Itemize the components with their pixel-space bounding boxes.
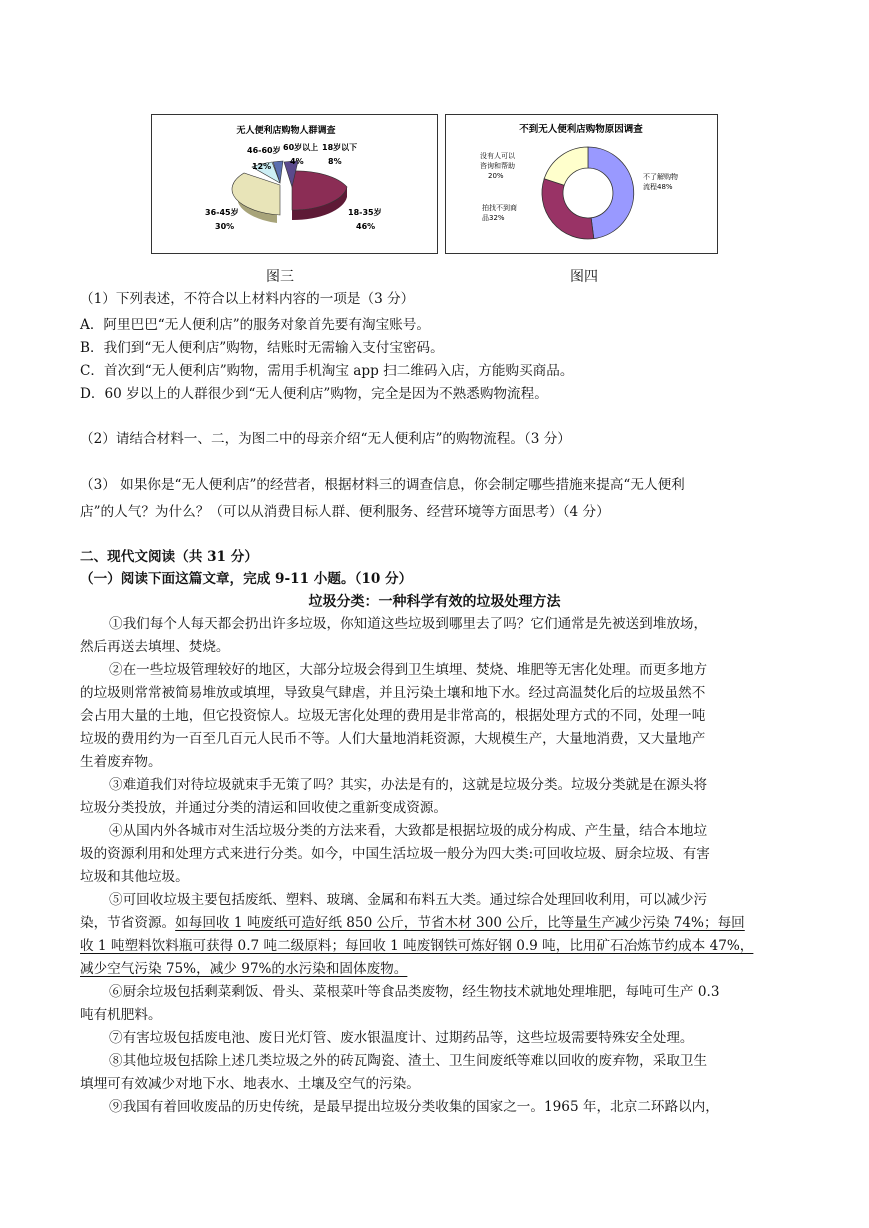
p9-line1: ⑨我国有着回收废品的历史传统，是最早提出垃圾分类收集的国家之一。1965 年，北京二环路以内， [109,1099,719,1115]
label-46-60: 46-60岁 [247,146,281,155]
figure3-chart [151,114,438,254]
donut-slice-no-help [544,147,588,185]
question-3-line2: 店”的人气？为什么？（可以从消费目标人群、便利服务、经营环境等方面思考）（4 分） [80,504,610,520]
figure4-chart [445,114,718,254]
p5-line2-underlined: 如每回收 1 吨废纸可造好纸 850 公斤，节省木材 300 公斤，比等量生产减少污染 74%；每回 [175,915,745,931]
p4-line1: ④从国内外各城市对生活垃圾分类的方法来看，大致都是根据垃圾的成分构成、产生量，结合本地垃 [109,823,708,839]
p1-line1: ①我们每个人每天都会扔出许多垃圾，你知道这些垃圾到哪里去了吗？它们通常是先被送到堆放场， [109,616,708,632]
p8-line2: 填埋可有效减少对地下水、地表水、土壤及空气的污染。 [80,1076,420,1092]
p5-line1: ⑤可回收垃圾主要包括废纸、塑料、玻璃、金属和布料五大类。通过综合处理回收利用，可以减少污 [109,892,708,908]
value-36-45: 30% [215,222,235,231]
value-60-plus: 4% [290,157,304,166]
figure3-title: 无人便利店购物人群调查 [236,126,336,136]
article-title: 垃圾分类：一种科学有效的垃圾处理方法 [308,594,561,610]
p6-line1: ⑥厨余垃圾包括剩菜剩饭、骨头、菜根菜叶等食品类废物，经生物技术就地处理堆肥，每吨可生产 0.3 [109,984,720,1000]
figure4-title: 不到无人便利店购物原因调查 [519,124,643,135]
label-18-under: 18岁以下 [322,143,358,152]
p4-line3: 垃圾和其他垃圾。 [80,869,189,885]
donut-slice-not-found [542,179,594,239]
p3-line2: 垃圾分类投放，并通过分类的清运和回收使之重新变成资源。 [80,800,448,816]
label-process-b: 流程48% [643,183,673,191]
label-not-found-b: 品32% [482,214,505,222]
p2-line1: ②在一些垃圾管理较好的地区，大部分垃圾会得到卫生填埋、焚烧、堆肥等无害化处理。而更多地方 [109,662,708,678]
value-no-help: 20% [488,172,504,180]
option-d: D．60 岁以上的人群很少到“无人便利店”购物，完全是因为不熟悉购物流程。 [80,386,548,402]
value-18-under: 8% [328,157,342,166]
p3-line1: ③难道我们对待垃圾就束手无策了吗？其实，办法是有的，这就是垃圾分类。垃圾分类就是在源头将 [109,777,708,793]
p5-line2-start: 染，节省资源。 [80,915,176,931]
figure4-caption: 图四 [570,269,598,285]
question-3-line1: （3） 如果你是“无人便利店”的经营者，根据材料三的调查信息，你会制定哪些措施来提高“无人便利 [80,477,685,493]
section-heading: 二、现代文阅读（共 31 分） [80,549,258,565]
value-18-35: 46% [356,222,376,231]
value-46-60: 12% [252,162,272,171]
option-c: C．首次到“无人便利店”购物，需用手机淘宝 app 扫二维码入店，方能购买商品。 [80,363,574,379]
pie-slice-36-45 [232,173,280,215]
figure3-svg [152,115,437,253]
option-a: A．阿里巴巴“无人便利店”的服务对象首先要有淘宝账号。 [80,317,430,333]
question-2: （2）请结合材料一、二，为图二中的母亲介绍“无人便利店”的购物流程。（3 分） [80,431,571,447]
p2-line4: 垃圾的费用约为一百至几百元人民币不等。人们大量地消耗资源，大规模生产，大量地消费，又大量地产 [80,731,706,747]
figure4-svg [446,115,717,253]
label-18-35: 18-35岁 [348,208,382,217]
p7-line1: ⑦有害垃圾包括废电池、废日光灯管、废水银温度计、过期药品等，这些垃圾需要特殊安全处理。 [109,1030,694,1046]
label-no-help-a: 没有人可以 [480,152,515,160]
p5-line2 [80,913,745,933]
label-process-a: 不了解购物 [643,173,678,181]
p1-line2: 然后再送去填埋、焚烧。 [80,639,230,655]
label-not-found-a: 拍找不到商 [482,204,517,212]
section-subheading: （一）阅读下面这篇文章，完成 9-11 小题。（10 分） [80,571,413,587]
label-no-help-b: 咨询和帮助 [480,162,515,170]
option-b: B．我们到“无人便利店”购物，结账时无需输入支付宝密码。 [80,340,444,356]
donut-slice-process [588,147,634,239]
p2-line5: 生着废弃物。 [80,754,162,770]
p5-line4: 减少空气污染 75%，减少 97%的水污染和固体废物。 [80,961,408,977]
figure3-caption: 图三 [266,269,294,285]
p2-line3: 会占用大量的土地，但它投资惊人。垃圾无害化处理的费用是非常高的，根据处理方式的不同，处理一吨 [80,708,706,724]
p6-line2: 吨有机肥料。 [80,1007,162,1023]
p8-line1: ⑧其他垃圾包括除上述几类垃圾之外的砖瓦陶瓷、渣土、卫生间废纸等难以回收的废弃物，采取卫生 [109,1053,708,1069]
p2-line2: 的垃圾则常常被简易堆放或填埋，导致臭气肆虐，并且污染土壤和地下水。经过高温焚化后的垃圾虽然不 [80,685,706,701]
label-36-45: 36-45岁 [205,208,239,217]
p5-line3: 收 1 吨塑料饮料瓶可获得 0.7 吨二级原料；每回收 1 吨废钢铁可炼好钢 0.9 吨，比用矿石冶炼节约成本 47%， [80,938,754,954]
label-60-plus: 60岁以上 [283,143,319,152]
p4-line2: 圾的资源利用和处理方式来进行分类。如今，中国生活垃圾一般分为四大类:可回收垃圾、厨余垃圾、有害 [80,846,710,862]
question-1: （1）下列表述，不符合以上材料内容的一项是（3 分） [80,291,415,307]
